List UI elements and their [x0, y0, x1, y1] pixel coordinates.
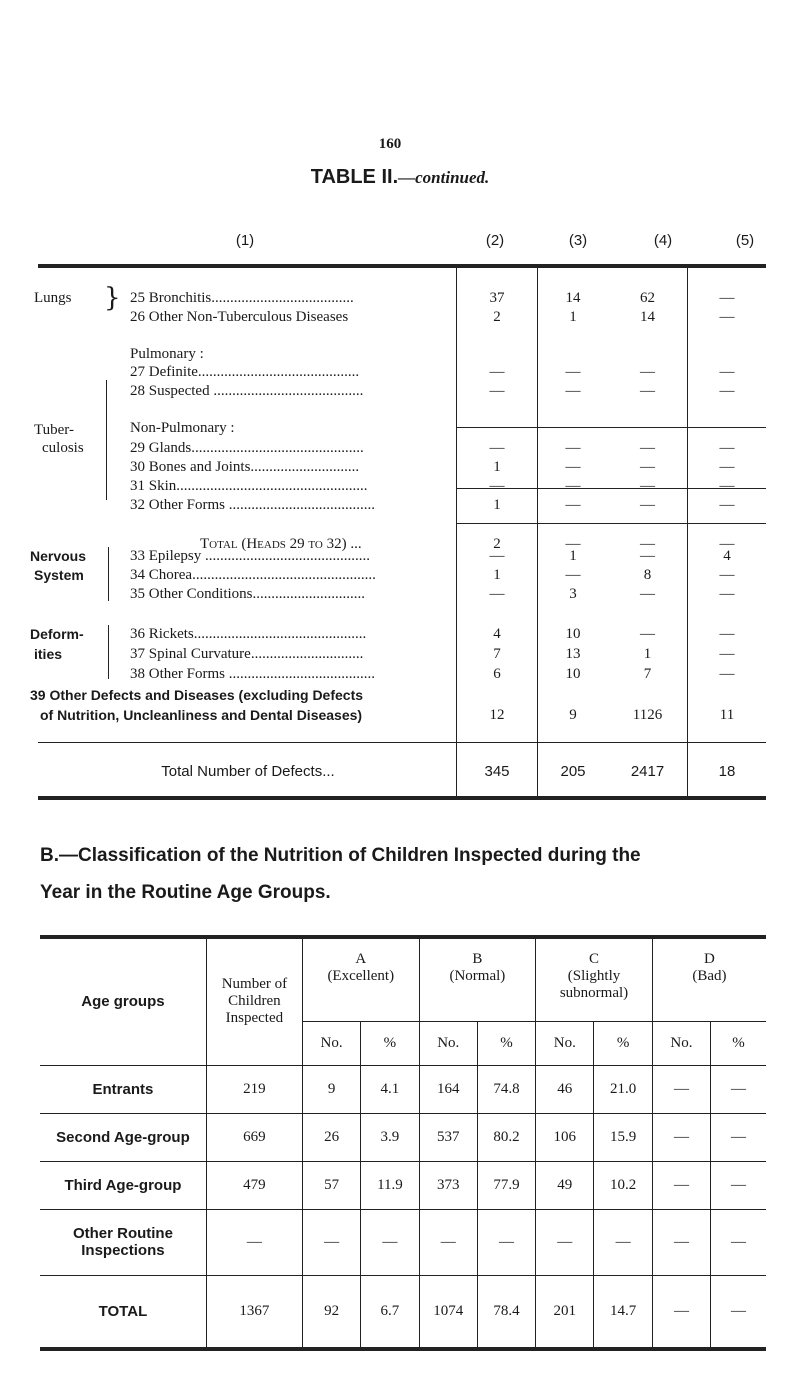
table-cell: — — [594, 1209, 652, 1275]
row-label: 35 Other Conditions.............................. — [130, 586, 365, 602]
row39-line1: 39 Other Defects and Diseases (excluding Defects — [30, 687, 364, 703]
row-value: — — [719, 666, 735, 682]
sub-pct-A: % — [361, 1021, 419, 1065]
row-value: 2 — [493, 536, 501, 552]
row-value: — — [565, 478, 581, 494]
table-cell: 669 — [206, 1113, 302, 1161]
table-cell: — — [652, 1275, 710, 1349]
row-value: 7 — [493, 646, 501, 662]
row-value: — — [640, 626, 655, 642]
table-cell: — — [710, 1275, 766, 1349]
table-cell: 78.4 — [477, 1275, 535, 1349]
sub-pct-D: % — [710, 1021, 766, 1065]
row-label: 33 Epilepsy ............................................ — [130, 548, 370, 564]
table-cell: — — [652, 1065, 710, 1113]
row-value: 10 — [565, 626, 581, 642]
table-cell: 14.7 — [594, 1275, 652, 1349]
table2-title-main: TABLE II. — [310, 166, 399, 188]
table-cell: 15.9 — [594, 1113, 652, 1161]
header-age-groups: Age groups — [40, 937, 206, 1065]
row-value: 4 — [723, 548, 731, 564]
row-value: 7 — [643, 666, 652, 682]
row-value: — — [640, 497, 655, 513]
total-value-5: 18 — [718, 763, 736, 780]
age-group-label — [40, 1113, 206, 1161]
row-value: — — [489, 383, 505, 399]
table-cell: 77.9 — [477, 1161, 535, 1209]
row-value: — — [719, 478, 735, 494]
table-cell: — — [652, 1113, 710, 1161]
row-value: 1 — [493, 497, 501, 513]
sub-pct-C: % — [594, 1021, 652, 1065]
table-cell: 11.9 — [361, 1161, 419, 1209]
col-header-1: (1) — [235, 232, 255, 249]
brace-lungs: } — [104, 283, 121, 313]
row-label: 29 Glands.............................................. — [130, 440, 364, 456]
row-value: — — [489, 478, 505, 494]
row-value: — — [719, 567, 735, 583]
table-cell: 201 — [536, 1275, 594, 1349]
row-label: 32 Other Forms ....................................... — [130, 497, 375, 513]
row-value: — — [565, 536, 581, 552]
age-group-label-line: Other Routine — [72, 1225, 173, 1242]
row-label: 38 Other Forms ....................................... — [130, 666, 375, 682]
table-cell: 57 — [302, 1161, 360, 1209]
table-cell: — — [536, 1209, 594, 1275]
sub-no-D: No. — [652, 1021, 710, 1065]
row-value: — — [640, 478, 655, 494]
row-value: — — [719, 383, 735, 399]
row-value: 1 — [643, 646, 652, 662]
row-value: — — [719, 459, 735, 475]
row-label: 31 Skin................................................... — [130, 478, 368, 494]
table-row — [40, 1065, 766, 1113]
table-cell: — — [652, 1161, 710, 1209]
table-cell: 74.8 — [477, 1065, 535, 1113]
row-label: 28 Suspected ........................................ — [130, 383, 364, 399]
row-value: — — [565, 440, 581, 456]
col-header-3: (3) — [568, 232, 588, 249]
row-value: 4 — [493, 626, 501, 642]
row-value: 14 — [565, 290, 581, 306]
table-row — [40, 1113, 766, 1161]
table2-bottom-rule — [38, 796, 766, 800]
table-cell: — — [477, 1209, 535, 1275]
row-value: — — [489, 586, 505, 602]
table-cell: — — [710, 1065, 766, 1113]
table-row — [40, 1275, 766, 1349]
row-value: — — [565, 459, 581, 475]
row-label: 37 Spinal Curvature.............................. — [130, 646, 364, 662]
row-value: — — [719, 290, 735, 306]
table-cell: — — [652, 1209, 710, 1275]
table-cell: — — [302, 1209, 360, 1275]
age-group-label-line: Entrants — [92, 1080, 154, 1098]
row-label: Total (Heads 29 to 32) ... — [200, 536, 362, 552]
table-cell: 4.1 — [361, 1065, 419, 1113]
table-cell: — — [361, 1209, 419, 1275]
pulmonary-label: Pulmonary : — [130, 346, 204, 362]
sub-pct-B: % — [477, 1021, 535, 1065]
table-cell: 6.7 — [361, 1275, 419, 1349]
row-value: — — [719, 364, 735, 380]
row-value: 37 — [489, 290, 505, 306]
row-value: 1 — [493, 567, 501, 583]
row-value: — — [489, 548, 505, 564]
age-group-label — [40, 1065, 206, 1113]
total-value-4: 2417 — [630, 763, 665, 780]
table-cell: — — [419, 1209, 477, 1275]
row39-value-2: 12 — [489, 707, 505, 723]
row-value: 10 — [565, 666, 581, 682]
table-cell: 219 — [206, 1065, 302, 1113]
sub-no-C: No. — [536, 1021, 594, 1065]
table2-hline-c — [456, 523, 766, 524]
group-tuberculosis-1: Tuber- — [34, 422, 74, 438]
age-group-label-line: Second Age-group — [56, 1128, 190, 1146]
row-label: 27 Definite........................................... — [130, 364, 360, 380]
age-group-label — [40, 1161, 206, 1209]
row-value: — — [640, 586, 655, 602]
row-value: 6 — [493, 666, 501, 682]
row-value: — — [640, 548, 655, 564]
row-value: — — [640, 364, 655, 380]
tableB-title-line2: Year in the Routine Age Groups. — [40, 882, 331, 903]
row-value: — — [719, 497, 735, 513]
age-group-label-line: TOTAL — [98, 1302, 148, 1320]
table2-hline-total — [38, 742, 766, 743]
nonpulmonary-label: Non-Pulmonary : — [130, 420, 235, 436]
row-label: 26 Other Non-Tuberculous Diseases — [130, 309, 349, 325]
table-cell: 9 — [302, 1065, 360, 1113]
table-cell: — — [206, 1209, 302, 1275]
row-label: 30 Bones and Joints............................. — [130, 459, 360, 475]
sub-no-B: No. — [419, 1021, 477, 1065]
row-value: 62 — [640, 290, 655, 306]
row-value: — — [489, 364, 505, 380]
header-A: A (Excellent) — [302, 937, 419, 1021]
table2-hline-a — [456, 427, 766, 428]
header-B: B (Normal) — [419, 937, 536, 1021]
group-deform-2: ities — [34, 646, 63, 662]
row-value: — — [719, 586, 735, 602]
col-header-4: (4) — [653, 232, 673, 249]
header-C: C (Slightly subnormal) — [536, 937, 653, 1021]
age-group-label-line: Third Age-group — [64, 1176, 182, 1194]
age-group-label-line: Inspections — [81, 1242, 165, 1259]
row39-line2: of Nutrition, Uncleanliness and Dental Diseases) — [40, 707, 363, 723]
table-cell: 373 — [419, 1161, 477, 1209]
table-cell: — — [710, 1161, 766, 1209]
table-cell: 1074 — [419, 1275, 477, 1349]
row-value: 3 — [569, 586, 577, 602]
table-cell: 3.9 — [361, 1113, 419, 1161]
header-D: D (Bad) — [652, 937, 766, 1021]
row-value: — — [565, 364, 581, 380]
brace-nervous — [108, 547, 117, 601]
row-value: — — [565, 497, 581, 513]
table-cell: 49 — [536, 1161, 594, 1209]
brace-deformities — [108, 625, 117, 679]
table-cell: 46 — [536, 1065, 594, 1113]
total-value-2: 345 — [484, 763, 510, 780]
table-cell: — — [710, 1209, 766, 1275]
group-tuberculosis-2: culosis — [42, 440, 84, 456]
total-value-3: 205 — [560, 763, 586, 780]
row-value: — — [719, 536, 735, 552]
brace-tuberculosis — [106, 380, 117, 500]
row-label: 34 Chorea................................................. — [130, 567, 376, 583]
row-value: — — [719, 309, 735, 325]
row39-value-5: 11 — [719, 707, 735, 723]
row-value: — — [640, 383, 655, 399]
table2-title — [220, 166, 580, 189]
col-header-5: (5) — [735, 232, 755, 249]
table-cell: 1367 — [206, 1275, 302, 1349]
group-nervous-1: Nervous — [30, 548, 87, 564]
row-value: 8 — [643, 567, 652, 583]
row-value: — — [489, 440, 505, 456]
table-cell: 106 — [536, 1113, 594, 1161]
row-label: 36 Rickets.............................................. — [130, 626, 367, 642]
row-value: 2 — [493, 309, 501, 325]
table-row — [40, 1209, 766, 1275]
table-row — [40, 1161, 766, 1209]
table-cell: — — [710, 1113, 766, 1161]
row-value: — — [565, 567, 581, 583]
row39-value-4: 1126 — [632, 707, 663, 723]
total-defects-label: Total Number of Defects... — [161, 763, 335, 780]
row-value: 1 — [569, 548, 577, 564]
table-cell: 164 — [419, 1065, 477, 1113]
row-value: — — [640, 440, 655, 456]
table2-title-rest: —continued. — [398, 168, 490, 187]
group-nervous-2: System — [34, 567, 84, 583]
row-value: — — [719, 646, 735, 662]
age-group-label — [40, 1275, 206, 1349]
age-group-label — [40, 1209, 206, 1275]
group-lungs: Lungs — [34, 290, 72, 306]
row-value: 1 — [569, 309, 577, 325]
table2-top-rule — [38, 264, 766, 268]
col-header-2: (2) — [485, 232, 505, 249]
page-number: 160 — [378, 136, 402, 152]
row-value: — — [719, 440, 735, 456]
table-cell: 26 — [302, 1113, 360, 1161]
table-cell: 10.2 — [594, 1161, 652, 1209]
row-value: 14 — [640, 309, 655, 325]
row-value: 13 — [565, 646, 581, 662]
row-value: — — [719, 626, 735, 642]
table-cell: 80.2 — [477, 1113, 535, 1161]
table-cell: 21.0 — [594, 1065, 652, 1113]
row-value: — — [640, 536, 655, 552]
table-cell: 479 — [206, 1161, 302, 1209]
table-cell: 92 — [302, 1275, 360, 1349]
table-cell: 537 — [419, 1113, 477, 1161]
header-number-inspected: Number of Children Inspected — [206, 937, 302, 1065]
tableB-title-line1: B.—Classification of the Nutrition of Children Inspected during the — [40, 845, 641, 866]
group-deform-1: Deform- — [30, 626, 84, 642]
row39-value-3: 9 — [569, 707, 577, 723]
row-label: 25 Bronchitis...................................... — [130, 290, 354, 306]
nutrition-table — [40, 935, 766, 1351]
sub-no-A: No. — [302, 1021, 360, 1065]
row-value: — — [565, 383, 581, 399]
row-value: 1 — [493, 459, 501, 475]
row-value: — — [640, 459, 655, 475]
